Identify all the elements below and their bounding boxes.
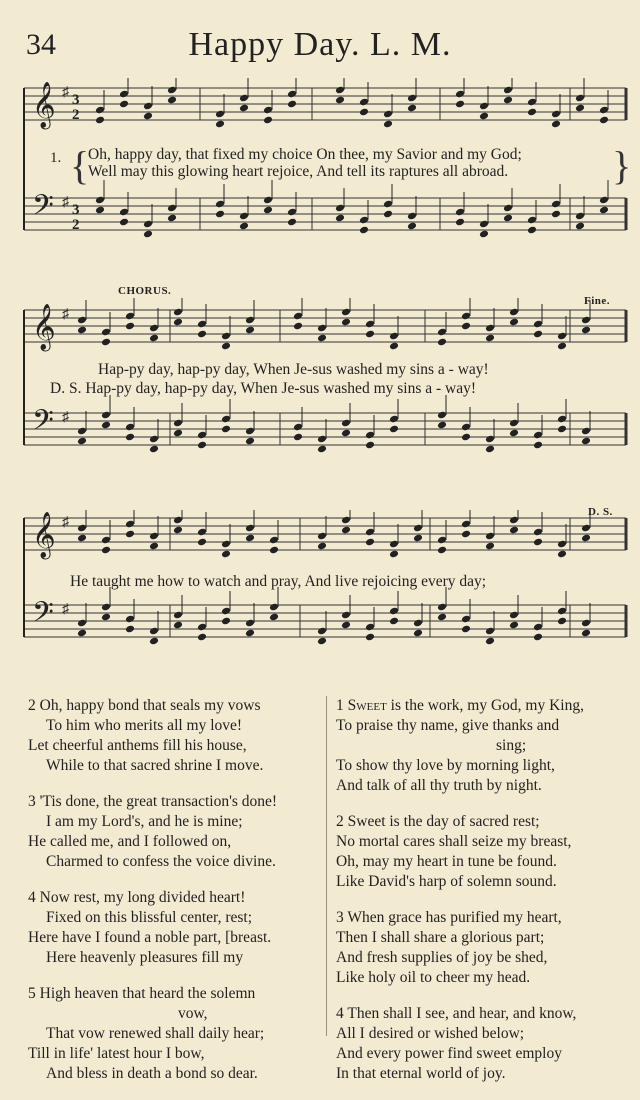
treble-clef-icon: 𝄞: [32, 304, 56, 350]
note-head: [173, 318, 183, 327]
treble-clef-icon: 𝄞: [32, 512, 56, 558]
note-head: [95, 116, 105, 125]
key-sharp-icon: ♯: [62, 307, 69, 322]
note-head: [149, 637, 159, 646]
stanza-number: 1: [336, 697, 344, 714]
note-head: [269, 546, 279, 555]
verse-line: Fixed on this blissful center, rest;: [46, 909, 253, 926]
stanza-number: 2: [28, 697, 36, 714]
note-head: [599, 116, 609, 125]
note-head: [485, 637, 495, 646]
verse-line: And talk of all thy truth by night.: [336, 777, 542, 794]
note-head: [287, 100, 297, 109]
verse-line: Here heavenly pleasures fill my: [46, 949, 244, 966]
note-head: [557, 617, 567, 626]
ds-label: D. S.: [588, 506, 613, 518]
note-head: [365, 441, 375, 450]
note-head: [461, 530, 471, 539]
stanza-number: 5: [28, 985, 36, 1002]
note-head: [125, 322, 135, 331]
note-head: [407, 104, 417, 113]
note-head: [389, 342, 399, 351]
note-head: [437, 421, 447, 430]
note-head: [413, 534, 423, 543]
hymn-title: Happy Day. L. M.: [188, 26, 452, 63]
verse-line: Oh, may my heart in tune be found.: [336, 853, 557, 870]
verse-line: is the work, my God, my King,: [390, 697, 584, 714]
note-head: [365, 633, 375, 642]
note-head: [461, 433, 471, 442]
note-head: [437, 613, 447, 622]
key-sharp-icon: ♯: [62, 515, 69, 530]
verse-line: He called me, and I followed on,: [28, 833, 232, 850]
note-head: [215, 120, 225, 129]
note-head: [101, 546, 111, 555]
verse-line: And bless in death a bond so dear.: [46, 1065, 258, 1082]
note-head: [533, 441, 543, 450]
note-head: [119, 100, 129, 109]
note-head: [245, 534, 255, 543]
verse-line: To him who merits all my love!: [46, 717, 243, 734]
note-head: [197, 633, 207, 642]
note-head: [215, 210, 225, 219]
page-number: 34: [26, 28, 56, 61]
note-head: [383, 210, 393, 219]
note-head: [125, 530, 135, 539]
time-signature-bottom: 2: [72, 107, 80, 123]
note-head: [77, 534, 87, 543]
note-head: [197, 441, 207, 450]
note-head: [575, 104, 585, 113]
note-head: [167, 96, 177, 105]
note-head: [365, 330, 375, 339]
stanza-number: 3: [28, 793, 36, 810]
bass-clef-icon: 𝄢: [32, 189, 54, 229]
note-head: [389, 550, 399, 559]
time-signature-top: 3: [72, 202, 80, 218]
verse-line: Like David's harp of solemn sound.: [336, 873, 557, 890]
note-head: [269, 613, 279, 622]
verse-line: 'Tis done, the great transaction's done!: [39, 793, 278, 810]
note-head: [341, 429, 351, 438]
note-head: [317, 542, 327, 551]
verse-line: Sweet is the day of sacred rest;: [347, 813, 540, 830]
drop-word: Sweet: [347, 697, 387, 714]
note-head: [287, 218, 297, 227]
note-head: [509, 621, 519, 630]
note-head: [245, 629, 255, 638]
verse-line: Then I shall share a glorious part;: [336, 929, 545, 946]
note-head: [101, 338, 111, 347]
note-head: [599, 206, 609, 215]
note-head: [503, 214, 513, 223]
stanza: [336, 908, 584, 988]
verse-line: And every power find sweet employ: [336, 1045, 562, 1062]
note-head: [221, 617, 231, 626]
note-head: [509, 429, 519, 438]
note-head: [143, 230, 153, 239]
note-head: [581, 437, 591, 446]
note-head: [149, 334, 159, 343]
bass-staff: [24, 180, 626, 238]
note-head: [407, 222, 417, 231]
treble-staff: [24, 298, 626, 352]
note-head: [341, 318, 351, 327]
note-head: [359, 108, 369, 117]
note-head: [485, 445, 495, 454]
note-head: [173, 526, 183, 535]
note-head: [149, 542, 159, 551]
note-head: [341, 621, 351, 630]
verse-line: No mortal cares shall seize my breast,: [336, 833, 572, 850]
chorus-lyric-1: Hap-py day, hap-py day, When Je-sus washed my sins a - way!: [98, 361, 489, 378]
fine-label: Fine.: [584, 295, 611, 307]
bass-clef-icon: 𝄢: [32, 404, 54, 444]
treble-clef-icon: 𝄞: [32, 82, 56, 128]
note-head: [557, 425, 567, 434]
note-head: [557, 550, 567, 559]
note-head: [581, 534, 591, 543]
verse-line: Let cheerful anthems fill his house,: [28, 737, 247, 754]
lyric-line-2: Well may this glowing heart rejoice, And tell its raptures all abroad.: [88, 163, 509, 180]
note-head: [389, 617, 399, 626]
note-head: [263, 116, 273, 125]
note-head: [575, 222, 585, 231]
bass-clef-icon: 𝄢: [32, 596, 54, 636]
note-head: [221, 342, 231, 351]
note-head: [101, 613, 111, 622]
verse-line: That vow renewed shall daily hear;: [46, 1025, 265, 1042]
note-head: [455, 100, 465, 109]
note-head: [335, 214, 345, 223]
verse-line: sing;: [496, 737, 527, 754]
key-sharp-icon: ♯: [62, 410, 69, 425]
stanza: [336, 1004, 584, 1084]
note-head: [77, 629, 87, 638]
note-head: [173, 621, 183, 630]
note-head: [317, 445, 327, 454]
note-head: [533, 330, 543, 339]
note-head: [509, 526, 519, 535]
note-head: [437, 546, 447, 555]
note-head: [359, 226, 369, 235]
note-head: [485, 542, 495, 551]
note-head: [455, 218, 465, 227]
note-head: [551, 120, 561, 129]
note-head: [293, 322, 303, 331]
chorus-label: CHORUS.: [118, 285, 172, 297]
verse-line: While to that sacred shrine I move.: [46, 757, 264, 774]
note-head: [479, 230, 489, 239]
stanza: [336, 696, 584, 796]
verse-number: 1.: [50, 150, 62, 166]
note-head: [317, 637, 327, 646]
note-head: [125, 433, 135, 442]
note-head: [197, 330, 207, 339]
verse-line: High heaven that heard the solemn: [39, 985, 256, 1002]
note-head: [503, 96, 513, 105]
chorus-lyric-2: D. S. Hap-py day, hap-py day, When Je-sus washed my sins a - way!: [50, 380, 477, 397]
time-signature-top: 3: [72, 92, 80, 108]
note-head: [149, 445, 159, 454]
note-head: [581, 326, 591, 335]
note-head: [95, 206, 105, 215]
note-head: [245, 326, 255, 335]
verse-line: And fresh supplies of joy be shed,: [336, 949, 548, 966]
verse-line: When grace has purified my heart,: [347, 909, 562, 926]
verse-line: All I desired or wished below;: [336, 1025, 525, 1042]
note-head: [533, 633, 543, 642]
right-brace: }: [612, 143, 632, 188]
verse-line: vow,: [178, 1005, 208, 1022]
stanza: [28, 792, 277, 872]
stanza: [28, 984, 277, 1084]
key-sharp-icon: ♯: [62, 602, 69, 617]
note-head: [77, 326, 87, 335]
note-head: [335, 96, 345, 105]
note-head: [119, 218, 129, 227]
verse-line: Here have I found a noble part, [breast.: [28, 929, 272, 946]
treble-staff: [24, 78, 626, 130]
note-head: [461, 322, 471, 331]
note-head: [101, 421, 111, 430]
key-sharp-icon: ♯: [62, 195, 69, 210]
stanza-number: 3: [336, 909, 344, 926]
left-verse-column: [28, 696, 277, 1100]
stanza-number: 4: [336, 1005, 344, 1022]
note-head: [527, 226, 537, 235]
note-head: [173, 429, 183, 438]
note-head: [143, 112, 153, 121]
note-head: [479, 112, 489, 121]
verse-line: In that eternal world of joy.: [336, 1065, 506, 1082]
stanza-number: 4: [28, 889, 36, 906]
stanza: [336, 812, 584, 892]
stanza: [28, 696, 277, 776]
verse-line: To show thy love by morning light,: [336, 757, 555, 774]
column-divider: [326, 696, 327, 1036]
note-head: [509, 318, 519, 327]
note-head: [533, 538, 543, 547]
key-sharp-icon: ♯: [62, 85, 69, 100]
note-head: [557, 342, 567, 351]
note-head: [221, 550, 231, 559]
note-head: [239, 104, 249, 113]
note-head: [389, 425, 399, 434]
note-head: [437, 338, 447, 347]
left-brace: {: [70, 143, 90, 188]
note-head: [461, 625, 471, 634]
note-head: [341, 526, 351, 535]
time-signature-bottom: 2: [72, 217, 80, 233]
note-head: [167, 214, 177, 223]
verse-line: Now rest, my long divided heart!: [39, 889, 246, 906]
verse-line: I am my Lord's, and he is mine;: [46, 813, 243, 830]
stanza-number: 2: [336, 813, 344, 830]
stanza: [28, 888, 277, 968]
note-head: [263, 206, 273, 215]
verse-line: Charmed to confess the voice divine.: [46, 853, 276, 870]
note-head: [239, 222, 249, 231]
verse-line: Like holy oil to cheer my head.: [336, 969, 531, 986]
verse-line: Then shall I see, and hear, and know,: [347, 1005, 577, 1022]
lyric-line-3: He taught me how to watch and pray, And live rejoicing every day;: [70, 573, 487, 590]
note-head: [413, 629, 423, 638]
note-head: [293, 433, 303, 442]
note-head: [527, 108, 537, 117]
note-head: [317, 334, 327, 343]
verse-line: Till in life' latest hour I bow,: [28, 1045, 205, 1062]
note-head: [581, 629, 591, 638]
note-head: [77, 437, 87, 446]
note-head: [125, 625, 135, 634]
note-head: [221, 425, 231, 434]
note-head: [551, 210, 561, 219]
bass-staff: [24, 587, 626, 645]
note-head: [245, 437, 255, 446]
note-head: [383, 120, 393, 129]
lyric-line-1: Oh, happy day, that fixed my choice On thee, my Savior and my God;: [88, 146, 522, 163]
bass-staff: [24, 395, 626, 453]
note-head: [197, 538, 207, 547]
right-verse-column: [336, 696, 584, 1100]
verse-line: Oh, happy bond that seals my vows: [39, 697, 261, 714]
treble-staff: [24, 510, 626, 560]
verse-line: To praise thy name, give thanks and: [336, 717, 560, 734]
note-head: [485, 334, 495, 343]
note-head: [365, 538, 375, 547]
